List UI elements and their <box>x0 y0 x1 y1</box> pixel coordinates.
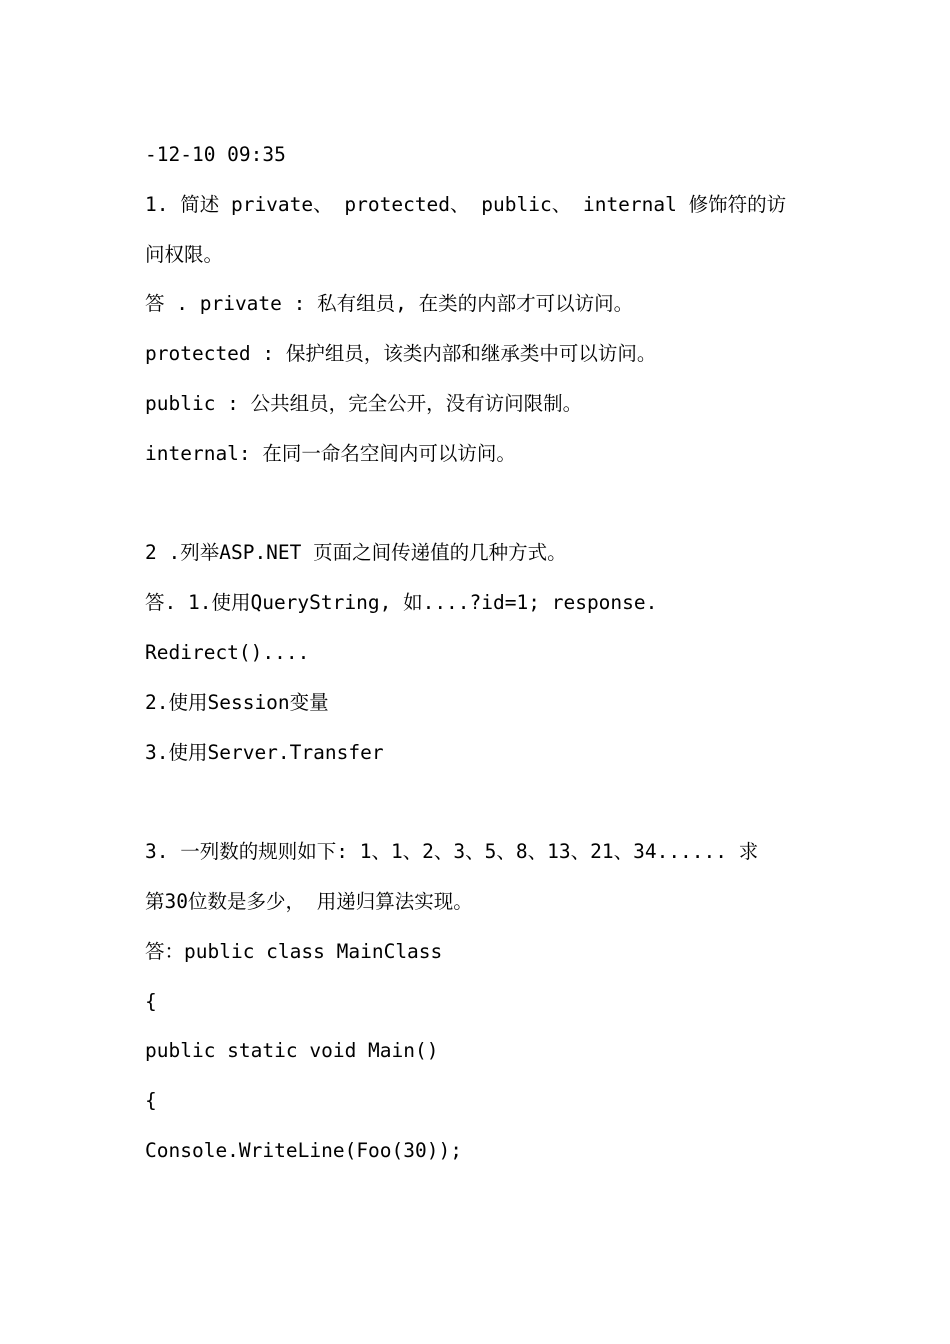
q1-answer-line-1: 答 . private : 私有组员, 在类的内部才可以访问。 <box>145 292 634 316</box>
q2-question-line-1: 2 .列举ASP.NET 页面之间传递值的几种方式。 <box>145 541 567 565</box>
q2-answer-line-4: 3.使用Server.Transfer <box>145 740 384 764</box>
q1-answer-line-3: public : 公共组员，完全公开，没有访问限制。 <box>145 391 583 415</box>
q3-question-line-2: 第30位数是多少， 用递归算法实现。 <box>145 889 473 913</box>
paragraph-spacer <box>145 777 805 827</box>
q3-code-line-3: public static void Main() <box>145 1039 439 1063</box>
q3-code-line-2: { <box>145 989 157 1013</box>
q2-answer-line-1: 答. 1.使用QueryString, 如....?id=1; response. <box>145 591 658 615</box>
q3-question-line-1: 3. 一列数的规则如下: 1、1、2、3、5、8、13、21、34...... 求 <box>145 840 759 864</box>
q3-code-line-5: Console.WriteLine(Foo(30)); <box>145 1138 462 1162</box>
q2-answer-line-2: Redirect().... <box>145 640 310 664</box>
q1-answer-line-4: internal: 在同一命名空间内可以访问。 <box>145 441 516 465</box>
q3-answer-line-1: 答：public class MainClass <box>145 939 443 963</box>
q1-question-line-1: 1. 简述 private、 protected、 public、 internal 修饰符的访 <box>145 192 787 216</box>
q1-answer-line-2: protected : 保护组员，该类内部和继承类中可以访问。 <box>145 342 657 366</box>
q1-question-line-2: 问权限。 <box>145 242 224 266</box>
paragraph-spacer <box>145 479 805 529</box>
document-body <box>145 130 805 1176</box>
q2-answer-line-3: 2.使用Session变量 <box>145 690 329 714</box>
date-line: -12-10 09:35 <box>145 143 286 166</box>
q3-code-line-4: { <box>145 1089 157 1113</box>
